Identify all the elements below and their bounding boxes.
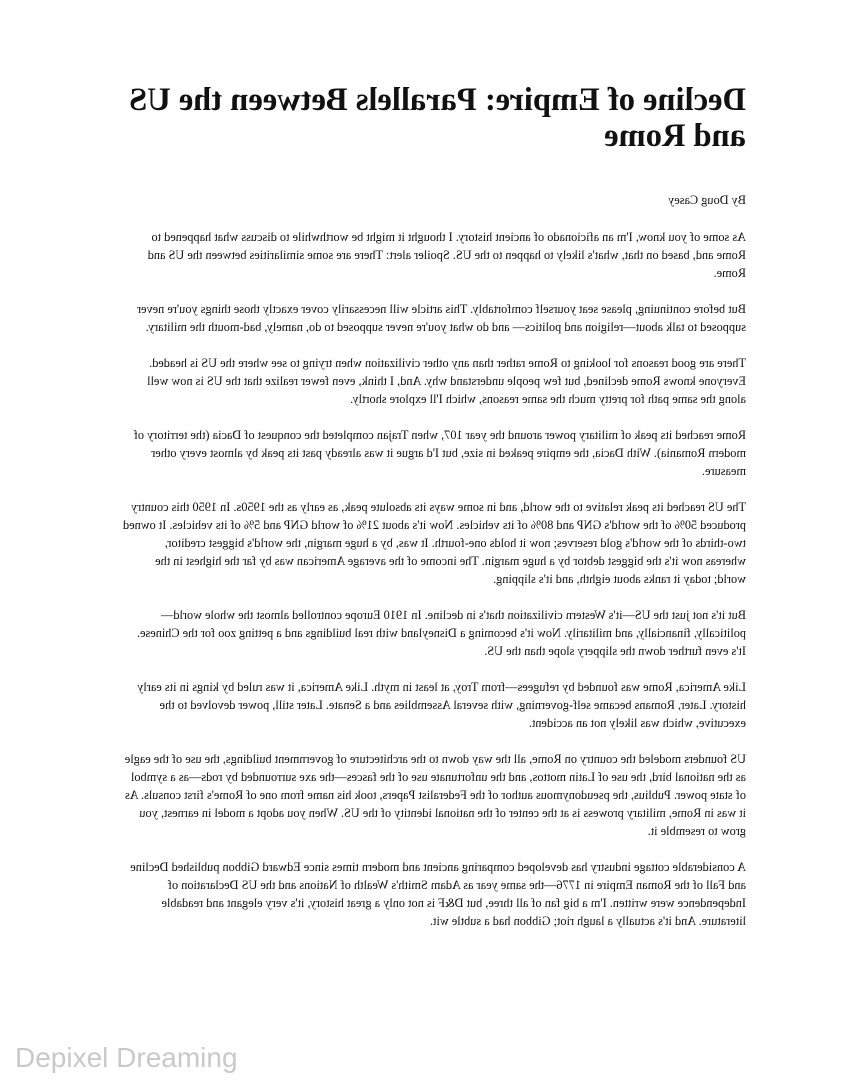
paragraph: Like America, Rome was founded by refugees—from Troy, at least in myth. Like America, it was ruled by kings in its early history. Later, Romans became self-governing, with several Assemblies and a Senate. Later still, power devolved to the executive, which was likely not an accident. xyxy=(137,680,746,730)
paragraph: There are good reasons for looking to Rome rather than any other civilization when trying to see where the US is headed. Everyone knows Rome declined, but few people understand why. And, I think, even fewer realize that the US is now well along the same path for pretty much the same reasons, which I'll explore shortly. xyxy=(147,356,746,406)
watermark-text: Depixel Dreaming xyxy=(15,1042,238,1073)
paragraph: The US reached its peak relative to the world, and in some ways its absolute peak, as early as the 1950s. In 1950 this country produced 50% of the world's GNP and 80% of its vehicles. Now it's about 21% of world GNP and 5% of its vehicles. It owned two-thirds of the world's gold reserves; now it holds one-fourth. It was, by a huge margin, the world's biggest creditor, whereas now it's the biggest debtor by a huge margin. The income of the average American was by far the highest in the world; today it ranks about eighth, and it's slipping. xyxy=(122,500,746,586)
article-byline: By Doug Casey xyxy=(668,193,746,207)
paragraph: But before continuing, please seat yourself comfortably. This article will necessarily cover exactly those things you're never supposed to talk about—religion and politics— and do what you're never supposed to do, namely, bad-mouth the military. xyxy=(136,302,746,334)
paragraph: US founders modeled the country on Rome, all the way down to the architecture of government buildings, the use of the eagle as the national bird, the use of Latin mottos, and the unfortunate use of the fasces—the axe surrounded by rods—as a symbol of state power. Publius, the pseudonymous author of the Federalist Papers, took his name from one of Rome's first consuls. As it was in Rome, military prowess is at the center of the national identity of the US. When you adopt a model in earnest, you grow to resemble it. xyxy=(124,752,746,838)
paragraph: As some of you know, I'm an aficionado of ancient history. I thought it might be worthwhile to discuss what happened to Rome and, based on that, what's likely to happen to the US. Spoiler alert: There are some similarities between the US and Rome. xyxy=(147,230,746,280)
paragraph: Rome reached its peak of military power around the year 107, when Trajan completed the conquest of Dacia (the territory of modern Romania). With Dacia, the empire peaked in size, but I'd argue it was already past its peak by almost every other measure. xyxy=(133,428,746,478)
article-title: Decline of Empire: Parallels Between the US and Rome xyxy=(129,82,746,154)
article-body xyxy=(122,82,746,948)
paragraph: But it's not just the US—it's Western civilization that's in decline. In 1910 Europe controlled almost the whole world—politically, financially, and militarily. Now it's becoming a Disneyland with real buildings and a petting zoo for the Chinese. It's even further down the slippery slope than the US. xyxy=(136,608,746,658)
paragraph: A considerable cottage industry has developed comparing ancient and modern times since Edward Gibbon published Decline and Fall of the Roman Empire in 1776—the same year as Adam Smith's Wealth of Nations and the US Declaration of Independence were written. I'm a big fan of all three, but D&F is not only a great history, it's very elegant and readable literature. And it's actually a laugh riot; Gibbon had a subtle wit. xyxy=(130,860,746,928)
